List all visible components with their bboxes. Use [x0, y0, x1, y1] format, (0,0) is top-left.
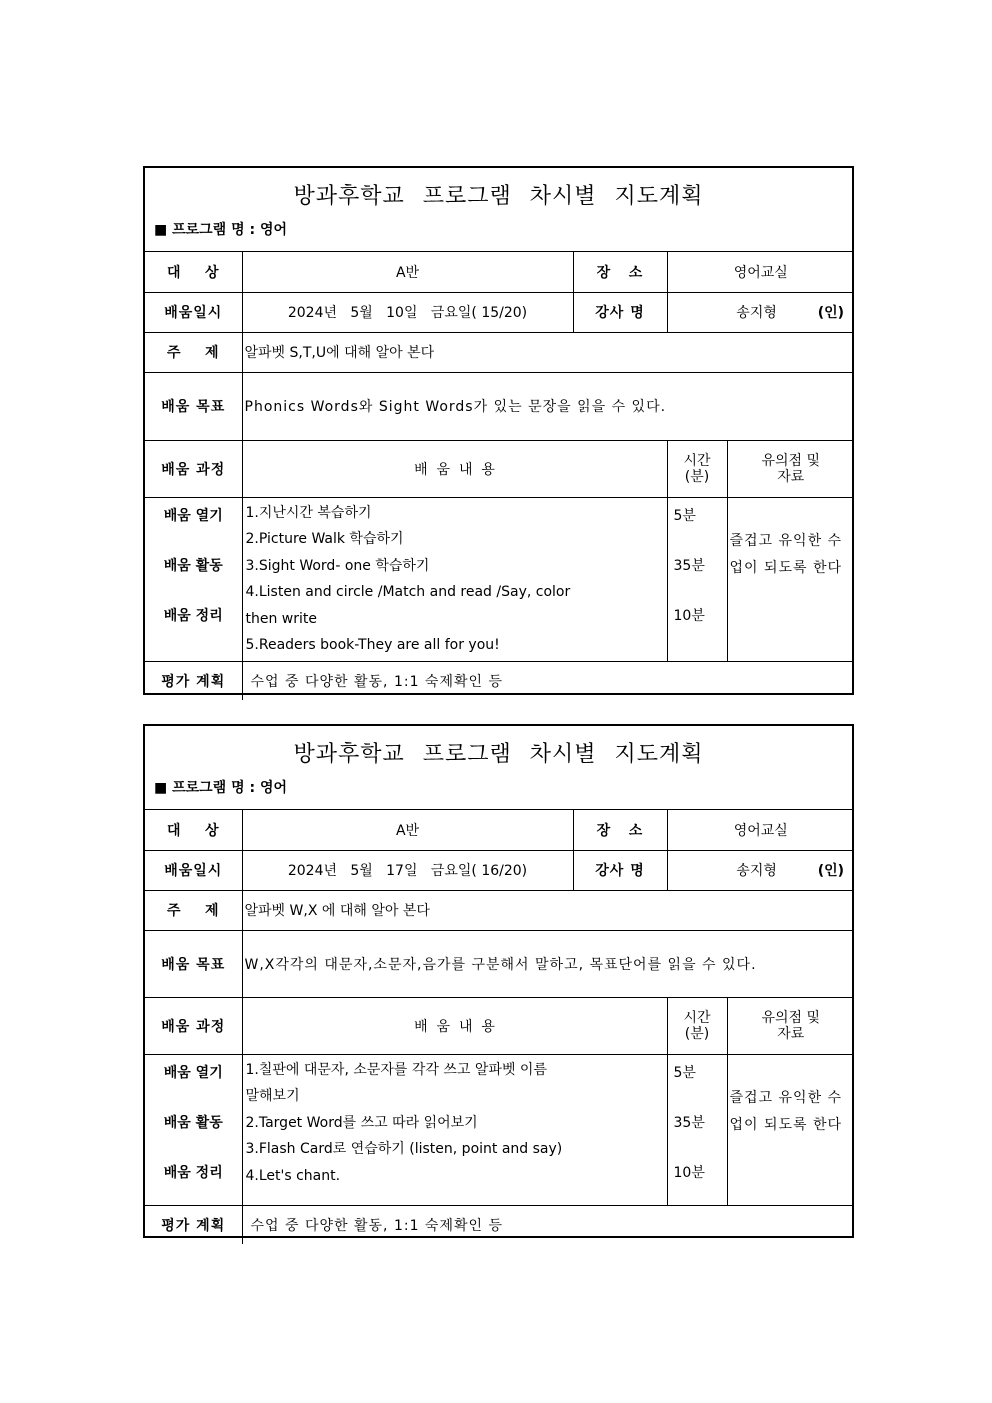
- time-column: [667, 1054, 727, 1205]
- time-open: 5분: [673, 507, 696, 524]
- topic-value: 알파벳 S,T,U에 대해 알아 본다: [242, 332, 854, 372]
- evaluation-value: 수업 중 다양한 활동, 1:1 숙제확인 등: [242, 661, 854, 700]
- stage-column: [145, 497, 242, 661]
- content-line: 1.지난시간 복습하기: [245, 504, 372, 521]
- program-name: ■ 프로그램 명 : 영어: [154, 222, 287, 238]
- teacher-label: 강사 명: [573, 292, 667, 332]
- stage-close: 배움 정리: [163, 1164, 223, 1181]
- content-header: 배 움 내 용: [242, 440, 667, 497]
- date-label: 배움일시: [145, 292, 242, 332]
- date-value: 2024년 5월 17일 금요일( 16/20): [242, 850, 573, 890]
- lesson-plan-2: [143, 724, 854, 1238]
- lesson-plan-1: [143, 166, 854, 695]
- place-label: 장 소: [573, 810, 667, 850]
- stage-activity: 배움 활동: [163, 557, 223, 574]
- stage-close: 배움 정리: [163, 607, 223, 624]
- stage-open: 배움 열기: [163, 507, 223, 524]
- goal-label: 배움 목표: [145, 372, 242, 440]
- note-text: 즐겁고 유익한 수업이 되도록 한다: [727, 497, 854, 661]
- teacher-label: 강사 명: [573, 850, 667, 890]
- date-value: 2024년 5월 10일 금요일( 15/20): [242, 292, 573, 332]
- time-close: 10분: [673, 607, 705, 624]
- place-value: 영어교실: [667, 810, 854, 850]
- time-activity: 35분: [673, 557, 705, 574]
- content-line: 4.Let's chant.: [245, 1167, 341, 1184]
- target-label: 대 상: [145, 252, 242, 292]
- content-line: then write: [245, 610, 317, 627]
- topic-label: 주 제: [145, 890, 242, 930]
- time-close: 10분: [673, 1164, 705, 1181]
- content-list: [242, 497, 667, 661]
- note-header: 유의점 및 자료: [727, 440, 854, 497]
- process-label: 배움 과정: [145, 440, 242, 497]
- goal-value: Phonics Words와 Sight Words가 있는 문장을 읽을 수 있다.: [242, 372, 854, 440]
- stage-open: 배움 열기: [163, 1064, 223, 1081]
- plan-title: 방과후학교 프로그램 차시별 지도계획: [293, 184, 704, 209]
- plan-table: [145, 810, 854, 1244]
- plan-title: 방과후학교 프로그램 차시별 지도계획: [293, 742, 704, 767]
- teacher-name: 송지형: [736, 305, 777, 321]
- seal-mark: (인): [817, 863, 845, 879]
- stage-activity: 배움 활동: [163, 1114, 223, 1131]
- seal-mark: (인): [817, 305, 845, 321]
- content-line: 5.Readers book-They are all for you!: [245, 637, 500, 653]
- goal-value: W,X각각의 대문자,소문자,음가를 구분해서 말하고, 목표단어를 읽을 수 있다.: [242, 930, 854, 997]
- goal-label: 배움 목표: [145, 930, 242, 997]
- date-label: 배움일시: [145, 850, 242, 890]
- teacher-name: 송지형: [736, 863, 777, 879]
- target-value: A반: [242, 252, 573, 292]
- time-activity: 35분: [673, 1114, 705, 1131]
- process-label: 배움 과정: [145, 997, 242, 1054]
- target-value: A반: [242, 810, 573, 850]
- time-header: 시간 (분): [667, 440, 727, 497]
- content-header: 배 움 내 용: [242, 997, 667, 1054]
- evaluation-label: 평가 계획: [145, 661, 242, 700]
- place-value: 영어교실: [667, 252, 854, 292]
- teacher-cell: [667, 850, 854, 890]
- content-line: 4.Listen and circle /Match and read /Say, color: [245, 584, 571, 600]
- target-label: 대 상: [145, 810, 242, 850]
- stage-column: [145, 1054, 242, 1205]
- program-name: ■ 프로그램 명 : 영어: [154, 780, 287, 796]
- plan-header: [145, 726, 852, 810]
- note-header: 유의점 및 자료: [727, 997, 854, 1054]
- teacher-cell: [667, 292, 854, 332]
- content-line: 말해보기: [245, 1088, 300, 1104]
- content-line: 2.Target Word를 쓰고 따라 읽어보기: [245, 1114, 478, 1131]
- time-open: 5분: [673, 1064, 696, 1081]
- time-header: 시간 (분): [667, 997, 727, 1054]
- time-column: [667, 497, 727, 661]
- note-text: 즐겁고 유익한 수업이 되도록 한다: [727, 1054, 854, 1205]
- place-label: 장 소: [573, 252, 667, 292]
- topic-value: 알파벳 W,X 에 대해 알아 본다: [242, 890, 854, 930]
- content-line: 2.Picture Walk 학습하기: [245, 531, 404, 547]
- plan-header: [145, 168, 852, 252]
- content-line: 3.Sight Word- one 학습하기: [245, 557, 430, 574]
- topic-label: 주 제: [145, 332, 242, 372]
- evaluation-value: 수업 중 다양한 활동, 1:1 숙제확인 등: [242, 1205, 854, 1244]
- content-line: 3.Flash Card로 연습하기 (listen, point and say): [245, 1141, 563, 1157]
- evaluation-label: 평가 계획: [145, 1205, 242, 1244]
- plan-table: [145, 252, 854, 700]
- content-list: [242, 1054, 667, 1205]
- content-line: 1.칠판에 대문자, 소문자를 각각 쓰고 알파벳 이름: [245, 1061, 547, 1078]
